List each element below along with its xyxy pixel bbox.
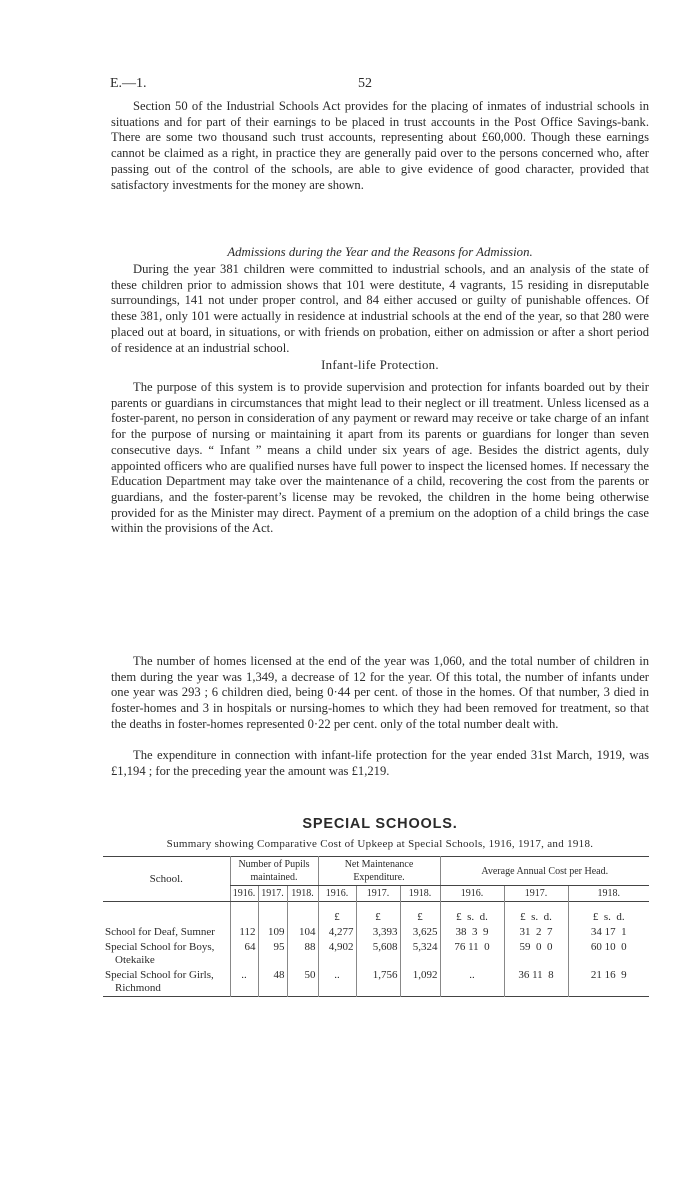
- table-cell: 59 0 0: [504, 940, 568, 968]
- col-header-net: Net Maintenance Expenditure.: [318, 857, 440, 886]
- table-cell: 34 17 1: [568, 925, 649, 940]
- unit-label: £ s. d.: [504, 910, 568, 925]
- table-cell: 5,608: [356, 940, 400, 968]
- year-header: 1916.: [230, 886, 258, 902]
- table-row: [103, 925, 649, 940]
- school-name: School for Deaf, Sumner: [105, 925, 215, 938]
- year-header: 1916.: [440, 886, 504, 902]
- paragraph: The number of homes licensed at the end of the year was 1,060, and the total number of children in them during the year was 1,349, a decrease of 12 for the year. Of this total, the number of infants under one year was 293 ; 6 children died, being 0·44 per cent. of those in the homes. Of that number, 3 died in foster-homes and 3 in hospitals or nursing-homes to which they had been removed for treatment, so that the deaths in foster-homes represented 0·22 per cent. only of the total number dealt with.: [111, 654, 649, 731]
- unit-label: £: [318, 910, 356, 925]
- special-schools-heading: SPECIAL SCHOOLS.: [302, 816, 458, 832]
- table-cell: ..: [318, 968, 356, 997]
- infant-life-section: [111, 380, 649, 537]
- school-name: Special School for Girls, Richmond: [105, 968, 214, 994]
- infant-life-heading: Infant-life Protection.: [321, 358, 439, 372]
- header-reference: E.—1.: [110, 76, 147, 91]
- table-cell: 21 16 9: [568, 968, 649, 997]
- admissions-section: [111, 262, 649, 356]
- table-cell: 64: [230, 940, 258, 968]
- table-cell: 4,902: [318, 940, 356, 968]
- table-cell: 48: [258, 968, 287, 997]
- year-header: 1918.: [568, 886, 649, 902]
- year-header: 1916.: [318, 886, 356, 902]
- table-cell: 95: [258, 940, 287, 968]
- table-cell: 36 11 8: [504, 968, 568, 997]
- table-cell: 3,393: [356, 925, 400, 940]
- year-header: 1917.: [258, 886, 287, 902]
- table-cell: 50: [287, 968, 318, 997]
- table-cell: 4,277: [318, 925, 356, 940]
- year-header: 1918.: [287, 886, 318, 902]
- year-header: 1917.: [504, 886, 568, 902]
- table-cell: ..: [440, 968, 504, 997]
- year-header: 1918.: [400, 886, 440, 902]
- table-cell: 109: [258, 925, 287, 940]
- table-cell: 88: [287, 940, 318, 968]
- unit-label: £ s. d.: [568, 910, 649, 925]
- year-header: 1917.: [356, 886, 400, 902]
- table-caption: Summary showing Comparative Cost of Upkeep at Special Schools, 1916, 1917, and 1918.: [166, 838, 594, 850]
- table-cell: 31 2 7: [504, 925, 568, 940]
- table-cell: 1,092: [400, 968, 440, 997]
- expenditure-section: [111, 748, 649, 779]
- table-cell: 60 10 0: [568, 940, 649, 968]
- table-cell: 3,625: [400, 925, 440, 940]
- unit-label: £: [400, 910, 440, 925]
- table-cell: 1,756: [356, 968, 400, 997]
- col-header-school: School.: [103, 857, 230, 902]
- paragraph: The expenditure in connection with infant-life protection for the year ended 31st March, 1919, was £1,194 ; for the preceding year the amount was £1,219.: [111, 748, 649, 778]
- paragraph: During the year 381 children were committed to industrial schools, and an analysis of the state of these children prior to admission shows that 101 were destitute, 4 vagrants, 15 residing in disreputable surroundings, 141 not under proper control, and 84 either accused or guilty of punishable offences. Of these 381, only 101 were actually in residence at industrial schools at the end of the year, so that 280 were placed out at board, in situations, or with friends on probation, either on admission or after a short period of residence at an industrial school.: [111, 262, 649, 355]
- paragraph: The purpose of this system is to provide supervision and protection for infants boarded out by their parents or guardians in circumstances that might lead to their neglect or ill treatment. Unless licensed as a foster-parent, no person in consideration of any payment or reward may receive or take charge of an infant for the purpose of nursing or maintaining it apart from its parents or guardians for longer than seven consecutive days. “ Infant ” means a child under six years of age. Besides the district agents, duly appointed officers who are qualified nurses have full power to inspect the licensed homes. If necessary the Education Department may take over the maintenance of a child, recovering the cost from the parents or guardians, and the foster-parent’s license may be revoked, the children in the home being otherwise provided for as the Minister may direct. Payment of a premium on the adoption of a child brings the case within the provisions of the Act.: [111, 380, 649, 536]
- page-number: 52: [358, 76, 372, 91]
- school-name: Special School for Boys, Otekaike: [105, 940, 215, 966]
- table-cell: 38 3 9: [440, 925, 504, 940]
- table-cell: ..: [230, 968, 258, 997]
- special-schools-table: [103, 856, 649, 997]
- table-row: [103, 968, 649, 997]
- paragraph: Section 50 of the Industrial Schools Act provides for the placing of inmates of industrial schools in situations and for part of their earnings to be placed in trust accounts in the Post Office Savings-bank. There are some two thousand such trust accounts, representing about £60,000. Though these earnings cannot be claimed as a right, in practice they are generally paid over to the persons concerned who, after passing out of the control of the schools, are able to give evidence of good character, provided that satisfactory investments for the money are shown.: [111, 99, 649, 192]
- table-cell: 112: [230, 925, 258, 940]
- trust-accounts-section: [111, 99, 649, 193]
- table-cell: 5,324: [400, 940, 440, 968]
- homes-licensed-section: [111, 654, 649, 733]
- table-cell: 104: [287, 925, 318, 940]
- table-row: [103, 940, 649, 968]
- col-header-pupils: Number of Pupils maintained.: [230, 857, 318, 886]
- admissions-heading: Admissions during the Year and the Reasons for Admission.: [227, 245, 533, 259]
- unit-label: £: [356, 910, 400, 925]
- unit-label: £ s. d.: [440, 910, 504, 925]
- table-cell: 76 11 0: [440, 940, 504, 968]
- col-header-average: Average Annual Cost per Head.: [440, 857, 649, 886]
